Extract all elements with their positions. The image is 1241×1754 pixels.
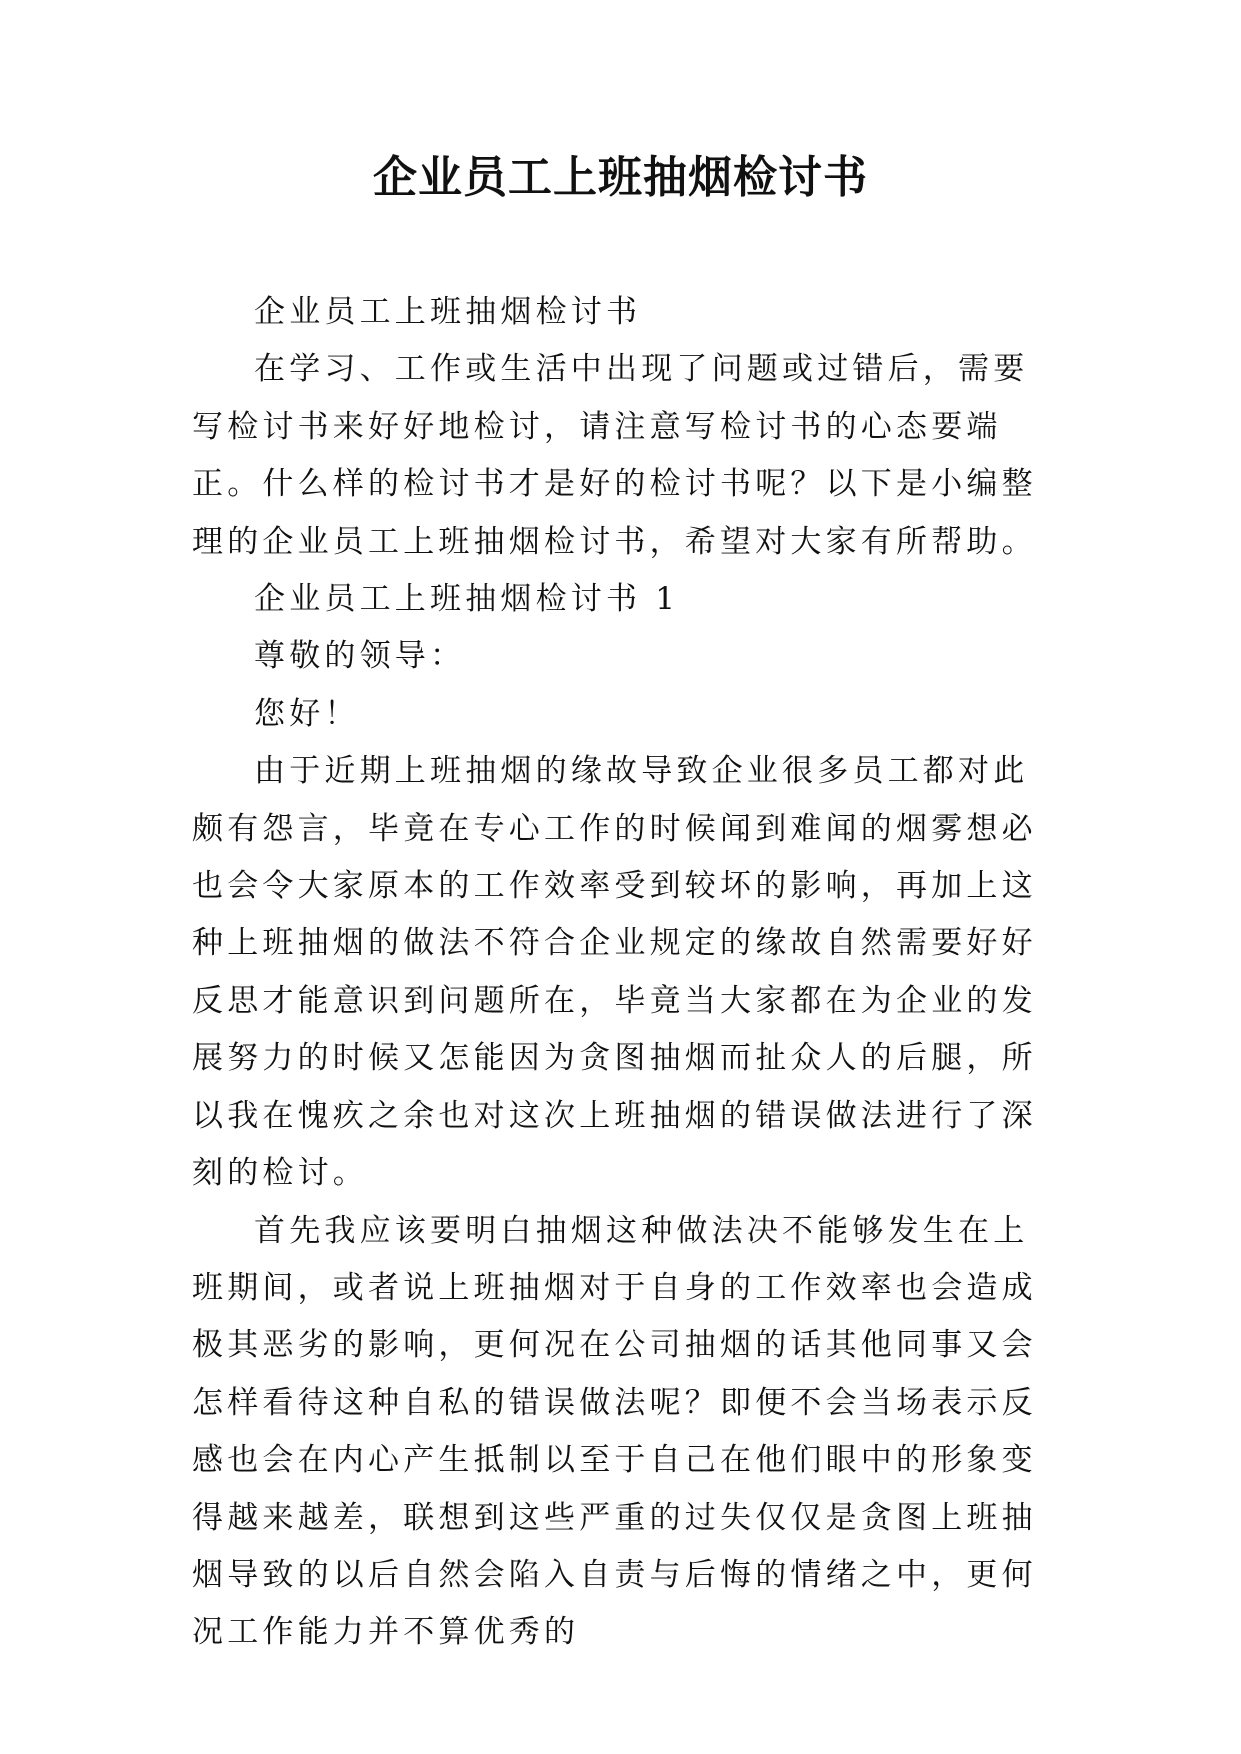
- document-title: 企业员工上班抽烟检讨书: [373, 152, 868, 203]
- paragraph-section-title: 企业员工上班抽烟检讨书 1: [254, 581, 680, 618]
- paragraph-body-1: 由于近期上班抽烟的缘故导致企业很多员工都对此颇有怨言，毕竟在专心工作的时候闻到难闻的烟雾想必也会令大家原本的工作效率受到较坏的影响，再加上这种上班抽烟的做法不符合企业规定的缘故自然需要好好反思才能意识到问题所在，毕竟当大家都在为企业的发展努力的时候又怎能因为贪图抽烟而扯众人的后腿，所以我在愧疚之余也对这次上班抽烟的错误做法进行了深刻的检讨。: [192, 753, 1037, 1192]
- paragraph-salutation: 尊敬的领导：: [254, 638, 466, 675]
- paragraph-body-2: 首先我应该要明白抽烟这种做法决不能够发生在上班期间，或者说上班抽烟对于自身的工作效率也会造成极其恶劣的影响，更何况在公司抽烟的话其他同事又会怎样看待这种自私的错误做法呢？即便不会当场表示反感也会在内心产生抵制以至于自己在他们眼中的形象变得越来越差，联想到这些严重的过失仅仅是贪图上班抽烟导致的以后自然会陷入自责与后悔的情绪之中，更何况工作能力并不算优秀的: [192, 1212, 1037, 1651]
- paragraph-intro: 在学习、工作或生活中出现了问题或过错后，需要写检讨书来好好地检讨，请注意写检讨书的心态要端正。什么样的检讨书才是好的检讨书呢？以下是小编整理的企业员工上班抽烟检讨书，希望对大家有所帮助。: [192, 351, 1037, 560]
- paragraph-heading: 企业员工上班抽烟检讨书: [254, 294, 642, 330]
- paragraph-greeting: 您好！: [254, 695, 360, 732]
- document-body: [192, 284, 1050, 1662]
